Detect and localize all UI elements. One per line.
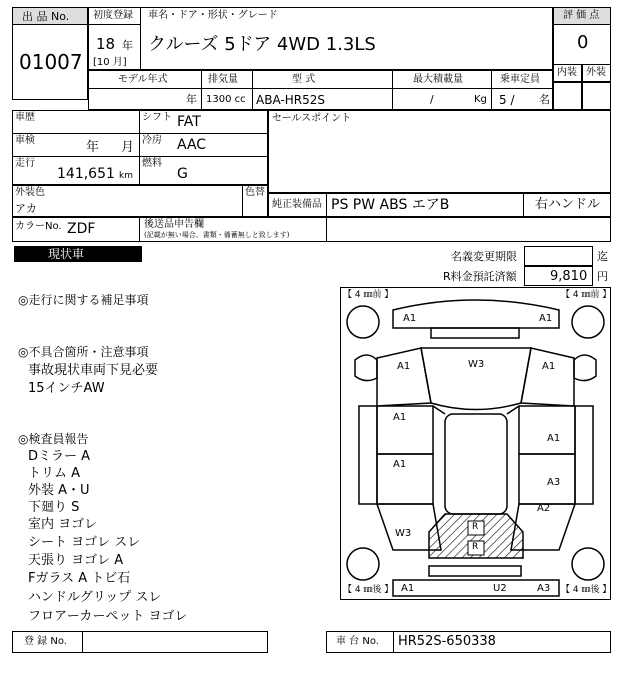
inspector-line: Fガラス A トビ石 [28, 571, 131, 586]
fuel-label: 燃料 [142, 158, 162, 169]
ext-color-label: 外装色 [15, 187, 45, 198]
chassis-col [393, 631, 394, 653]
mark-roof-r1: R [472, 522, 479, 532]
capacity-value: 5 / [499, 93, 515, 107]
rear-plate [429, 566, 521, 576]
right-pillar [507, 406, 519, 414]
ext-color-value: アカ [15, 202, 37, 215]
first-reg-month: [10 月] [93, 57, 127, 68]
tire-front-left [347, 306, 379, 338]
right-fender [521, 348, 574, 406]
rear-bumper [393, 580, 559, 596]
car-outline [341, 288, 610, 599]
model-value: ABA-HR52S [256, 93, 325, 107]
ext-color-box [12, 185, 268, 217]
chassis-number: HR52S-650338 [398, 634, 496, 649]
inspector-line: Dミラー A [28, 449, 91, 464]
name-label: 車名・ドア・形状・グレード [148, 10, 278, 21]
tire-tl: 【 4 ㎜前 】 [343, 290, 394, 300]
spec-col-1 [201, 70, 202, 110]
roof [445, 414, 507, 514]
hood [421, 348, 531, 410]
load-slash: / [430, 93, 434, 106]
first-reg-label: 初度登録 [93, 10, 133, 21]
tire-front-right [572, 306, 604, 338]
mark-front-bumper-r: A1 [539, 313, 553, 324]
model-label: 型 式 [292, 74, 316, 85]
lot-label: 出 品 No. [22, 10, 70, 23]
side-right [575, 406, 593, 504]
score-label: 評 価 点 [563, 10, 600, 21]
mark-rear-bumper-l: A1 [401, 583, 415, 594]
inspector-line: ハンドルグリップ スレ [28, 590, 162, 605]
spec-col-4 [491, 70, 492, 110]
details-divider-1 [12, 133, 268, 134]
spec-divider [88, 88, 553, 89]
inspector-line: トリム A [28, 466, 81, 481]
lot-number: 01007 [19, 50, 83, 74]
steering-col [523, 193, 524, 217]
car-name: クルーズ 5ドア 4WD 1.3LS [148, 34, 376, 55]
mark-front-bumper-l: A1 [403, 313, 417, 324]
displacement-value: 1300 cc [206, 94, 246, 105]
exterior-value-cell [582, 82, 611, 110]
front-plate [431, 328, 519, 338]
tire-rear-left [347, 548, 379, 580]
chassis-label: 車 台 No. [336, 636, 379, 647]
left-fender [377, 348, 431, 406]
history-label: 車歴 [15, 112, 35, 123]
mark-rear-door-l: A1 [393, 459, 407, 470]
first-reg-year: 18 [96, 35, 116, 53]
inspector-line: 外装 A・U [28, 483, 90, 498]
defects-title: ◎不具合箇所・注意事項 [18, 345, 149, 359]
current-label: 現状車 [48, 247, 85, 261]
tire-tr: 【 4 ㎜前 】 [561, 290, 612, 300]
spec-col-3 [392, 70, 393, 110]
exterior-label: 外装 [586, 67, 606, 78]
mirror-left [355, 355, 377, 381]
inspector-title: ◎検査員報告 [18, 432, 89, 446]
shift-value: FAT [177, 114, 201, 130]
mark-fender-l: A1 [397, 361, 411, 372]
recycle-value: 9,810 [550, 269, 588, 284]
damage-diagram [340, 287, 611, 600]
mark-front-door-l: A1 [393, 412, 407, 423]
name-change-label: 名義変更期限 [451, 250, 517, 263]
driving-title: ◎走行に関する補足事項 [18, 293, 149, 307]
color-no-col [139, 217, 140, 242]
inspector-line: シート ヨゴレ スレ [28, 535, 141, 550]
interior-label: 内装 [557, 67, 577, 78]
recycle-label: R料金預託済額 [443, 270, 517, 283]
name-change-unit: 迄 [597, 250, 608, 263]
mark-windshield: W3 [468, 359, 485, 370]
repaint-label: 色替 [245, 187, 265, 198]
steering-value: 右ハンドル [535, 197, 601, 212]
tire-br: 【 4 ㎜後 】 [561, 585, 612, 595]
left-pillar [433, 406, 445, 414]
mark-roof-r2: R [472, 542, 479, 552]
aftermarket-note: (記載が無い場合、書類・備蓄無しと致します) [144, 231, 290, 239]
inspection-year-unit: 年 [86, 140, 100, 155]
capacity-unit: 名 [539, 93, 550, 106]
aftermarket-label: 後送品申告欄 [144, 219, 204, 230]
history-box [12, 110, 268, 185]
inspector-line: 室内 ヨゴレ [28, 517, 98, 532]
year-unit: 年 [122, 39, 133, 52]
load-unit: Kg [474, 94, 487, 105]
tire-bl: 【 4 ㎜後 】 [343, 585, 394, 595]
reg-no-label: 登 録 No. [24, 636, 67, 647]
reg-no-col [82, 631, 83, 653]
front-bumper [393, 300, 559, 328]
recycle-unit: 円 [597, 270, 608, 283]
inspector-line: 天張り ヨゴレ A [28, 553, 124, 568]
mark-rear-glass: W3 [395, 528, 412, 539]
ac-label: 冷房 [142, 135, 162, 146]
details-col [139, 110, 140, 185]
mark-front-door-r: A1 [547, 433, 561, 444]
model-year-label: モデル年式 [118, 74, 168, 85]
displacement-label: 排気量 [208, 74, 238, 85]
front-door-right [519, 406, 575, 454]
color-no-box [12, 217, 611, 242]
equipment-col [326, 193, 327, 217]
ac-value: AAC [177, 137, 207, 153]
details-divider-2 [12, 156, 268, 157]
inspector-line: 下廻り S [28, 500, 80, 515]
mark-fender-r: A1 [542, 361, 556, 372]
spec-col-2 [252, 70, 253, 110]
interior-value-cell [553, 82, 582, 110]
mileage-label: 走行 [15, 158, 35, 169]
score-value: 0 [577, 32, 589, 53]
mileage-value: 141,651 [57, 166, 115, 182]
inspector-line: フロアーカーペット ヨゴレ [28, 609, 188, 624]
max-load-label: 最大積載量 [413, 74, 463, 85]
mirror-right [574, 355, 596, 381]
equipment-label: 純正装備品 [272, 199, 322, 210]
mark-quarter-r2: A2 [537, 503, 551, 514]
color-no-value: ZDF [67, 221, 96, 237]
model-year-unit: 年 [186, 93, 197, 106]
defect-line: 事故現状車両下見必要 [28, 363, 159, 378]
inspection-label: 車検 [15, 135, 35, 146]
aftermarket-col [326, 217, 327, 242]
tire-rear-right [572, 548, 604, 580]
shift-label: シフト [142, 112, 172, 123]
mark-quarter-r: A3 [547, 477, 561, 488]
mark-rear-bumper-c: U2 [493, 583, 507, 594]
fuel-value: G [177, 166, 188, 182]
sales-point-label: セールスポイント [272, 113, 352, 124]
color-no-label: カラーNo. [15, 221, 62, 232]
equipment-value: PS PW ABS エアB [331, 197, 450, 213]
name-change-box [524, 246, 593, 266]
defect-line: 15インチAW [28, 381, 105, 396]
inspection-month-unit: 月 [121, 140, 135, 155]
mileage-unit: km [119, 171, 133, 181]
mark-rear-bumper-r: A3 [537, 583, 551, 594]
side-left [359, 406, 377, 504]
repaint-col [242, 185, 243, 217]
capacity-label: 乗車定員 [500, 74, 540, 85]
